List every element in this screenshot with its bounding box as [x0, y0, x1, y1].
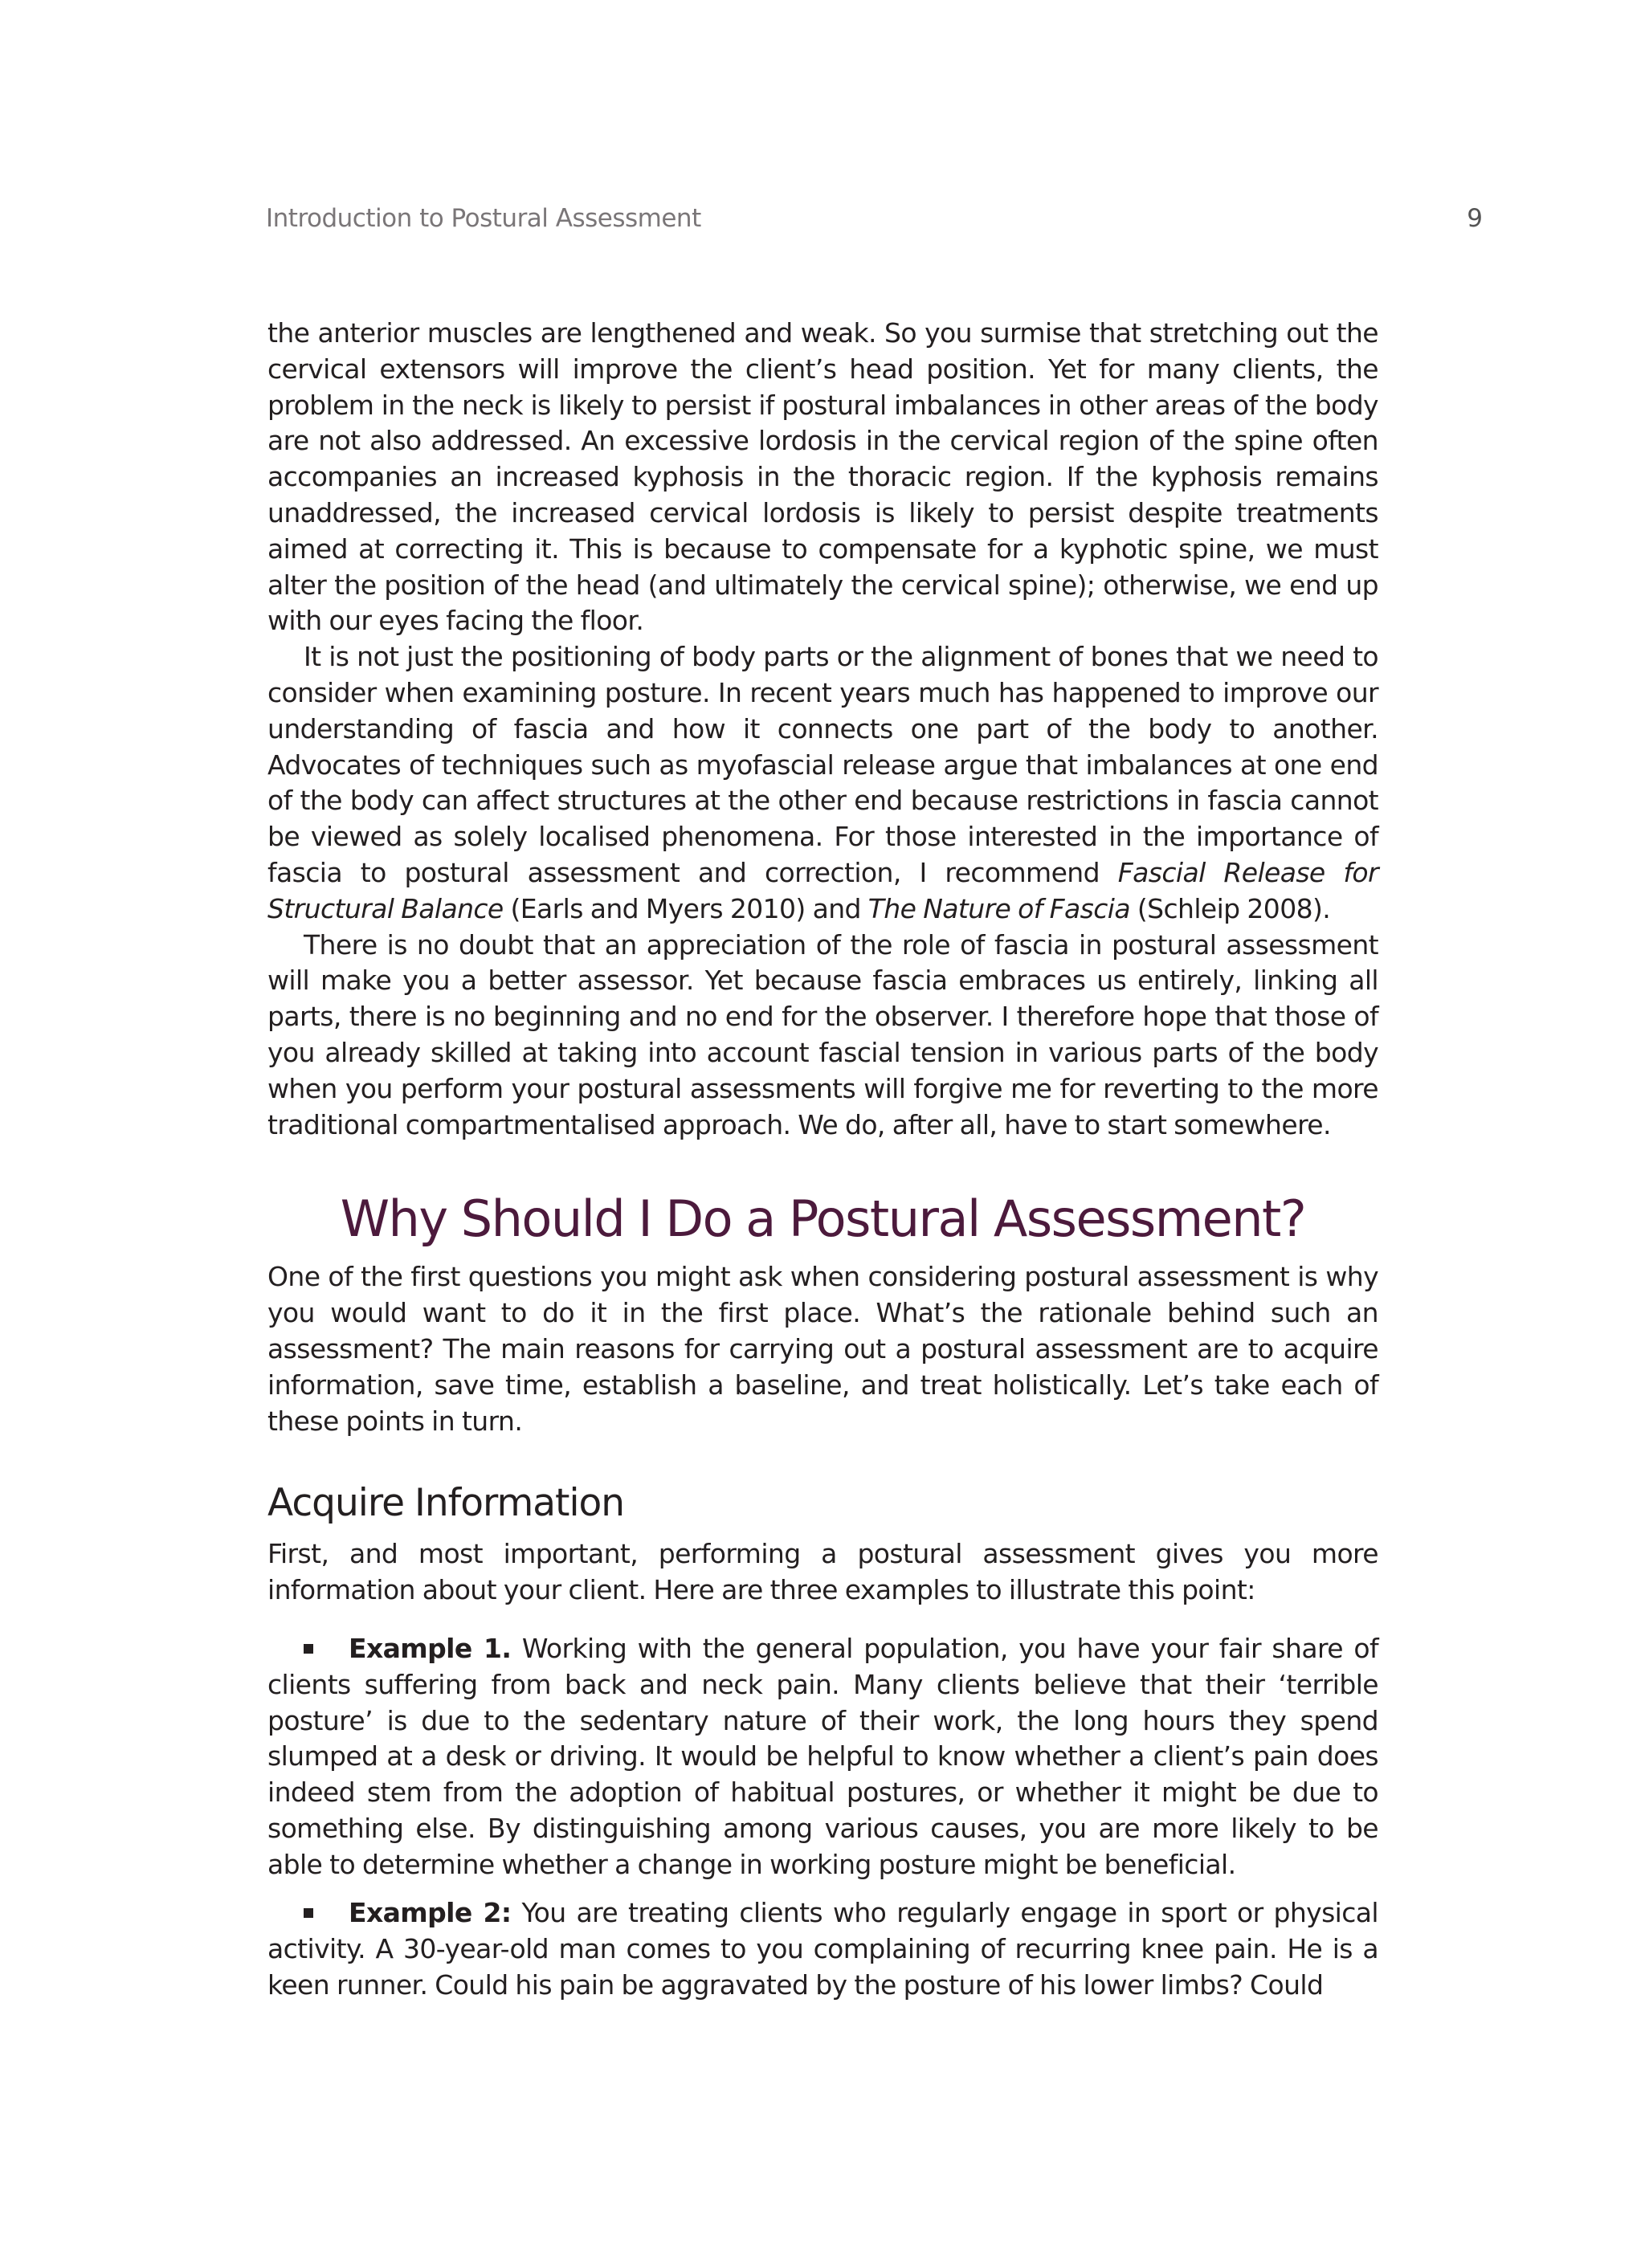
square-bullet-icon: [304, 1644, 313, 1654]
section-intro: One of the first questions you might ask when considering postural assessment is why you would want to do it in the first place. What’s the rationale behind such an assessment? The main reasons for carrying out a postural assessment are to acquire information, save time, establish a baseline, and treat holistically. Let’s take each of these points in turn.: [267, 1261, 1378, 1437]
square-bullet-icon: [304, 1908, 313, 1918]
paragraph-fascia-text-b: (Earls and Myers 2010) and: [503, 892, 868, 924]
book-title-nature-of-fascia: The Nature of Fascia: [867, 892, 1130, 924]
page-number: 9: [1467, 204, 1483, 233]
example-2-label: Example 2:: [349, 1897, 512, 1929]
subsection-heading: Acquire Information: [267, 1481, 625, 1526]
paragraph-assessor: There is no doubt that an appreciation of the role of fascia in postural assessment will make you a better assessor. Yet because fascia embraces us entirely, linking all parts, there is no beginning and no end for the observer. I therefore hope that those of you already skilled at taking into account fascial tension in various parts of the body when you perform your postural assessments will forgive me for reverting to the more traditional compartmentalised approach. We do, after all, have to start somewhere.: [267, 928, 1378, 1140]
example-2: [267, 1895, 1378, 2003]
paragraph-fascia: [267, 639, 1378, 927]
paragraph-continued: the anterior muscles are lengthened and weak. So you surmise that stretching out the cervical extensors will improve the client’s head position. Yet for many clients, the problem in the neck is likely to persist if postural imbalances in other areas of the body are not also addressed. An excessive lordosis in the cervical region of the spine often accompanies an increased kyphosis in the thoracic region. If the kyphosis remains unaddressed, the increased cervical lordosis is likely to persist despite treatments aimed at correcting it. This is because to compensate for a kyphotic spine, we must alter the position of the head (and ultimately the cervical spine); otherwise, we end up with our eyes facing the floor.: [267, 317, 1378, 637]
example-2-text: You are treating clients who regularly engage in sport or physical activity. A 30-year-old man comes to you complaining of recurring knee pain. He is a keen runner. Could his pain be aggravated by the posture of his lower limbs? Could: [267, 1897, 1378, 2001]
section-heading: Why Should I Do a Postural Assessment?: [340, 1189, 1306, 1249]
subsection-intro: First, and most important, performing a postural assessment gives you more information about your client. Here are three examples to illustrate this point:: [267, 1538, 1378, 1606]
running-head-title: Introduction to Postural Assessment: [266, 204, 701, 233]
body-text: [267, 316, 1378, 2004]
book-title-fascial-release: Fascial Release for Structural Balance: [267, 856, 1378, 924]
paragraph-fascia-text-c: (Schleip 2008).: [1129, 892, 1331, 924]
example-1: [267, 1631, 1378, 1883]
example-1-text: Working with the general population, you have your fair share of clients suffering from back and neck pain. Many clients believe that their ‘terrible posture’ is due to the sedentary nature of their work, the long hours they spend slumped at a desk or driving. It would be helpful to know whether a client’s pain does indeed stem from the adoption of habitual postures, or whether it might be due to something else. By distinguishing among various causes, you are more likely to be able to determine whether a change in working posture might be beneficial.: [267, 1632, 1378, 1880]
running-head: [266, 204, 1483, 239]
example-1-label: Example 1.: [349, 1632, 512, 1664]
paragraph-fascia-text-a: It is not just the positioning of body parts or the alignment of bones that we need to consider when examining posture. In recent years much has happened to improve our understanding of fascia and how it connects one part of the body to another. Advocates of techniques such as myofascial release argue that imbalances at one end of the body can affect structures at the other end because restrictions in fascia cannot be viewed as solely localised phenomena. For those interested in the importance of fascia to postural assessment and correction, I recommend: [267, 641, 1378, 888]
